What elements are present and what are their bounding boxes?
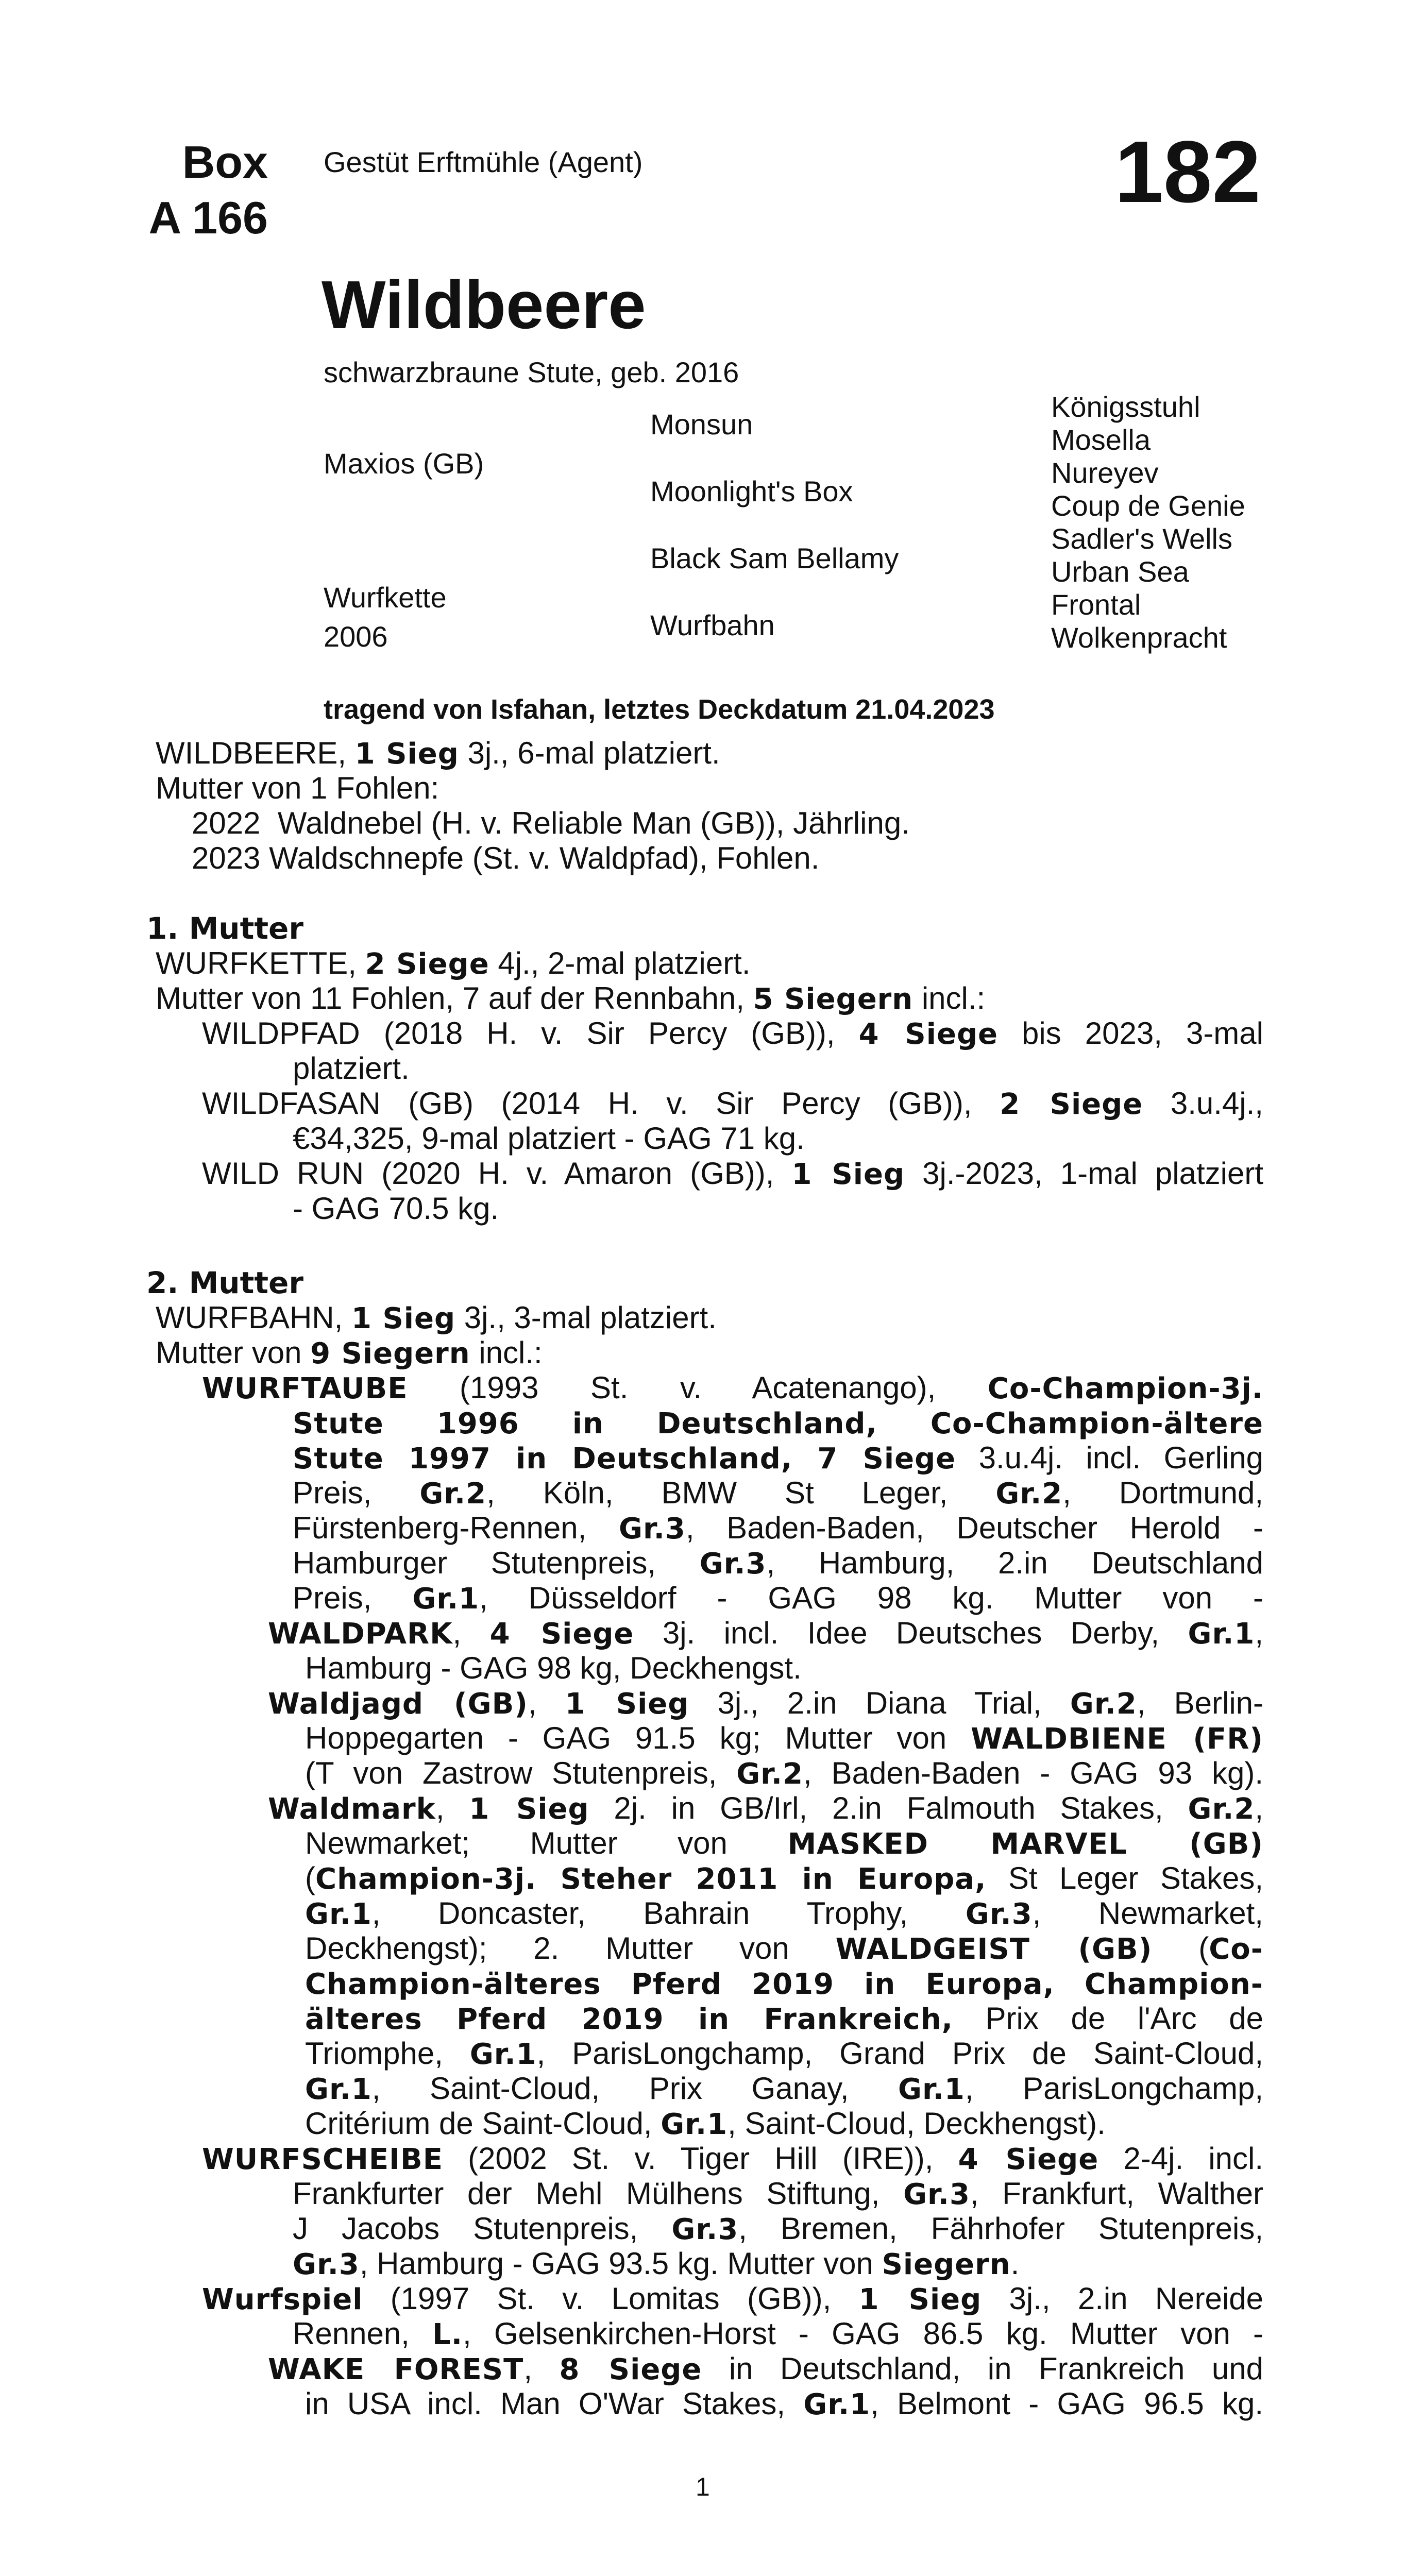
text-bold: Co- [1209,1933,1263,1966]
text: WILD RUN (2020 H. v. Amaron (GB)), [202,1156,792,1191]
wildfasan-line2: €34,325, 9-mal platziert - GAG 71 kg. [293,1121,805,1156]
text: , ParisLongchamp, Grand Prix de Saint-Cloud, [536,2036,1263,2071]
text: Deckhengst); 2. Mutter von [305,1931,836,1965]
text-bold: Gr.2 [1188,1792,1255,1826]
text: (1997 St. v. Lomitas (GB)), [363,2281,859,2316]
box-number: A 166 [148,192,268,243]
wurfspiel-line1 [202,2281,1263,2317]
text: , ParisLongchamp, [965,2071,1263,2106]
text-bold: Waldmark [268,1792,436,1826]
text: , [435,1791,469,1825]
text-bold: Waldjagd (GB) [268,1687,528,1721]
text: , Düsseldorf - GAG 98 kg. Mutter von - [479,1581,1263,1615]
dam2-name: WURFBAHN, [156,1300,351,1335]
text-bold: Gr.3 [671,2213,739,2246]
section-dam2: 2. Mutter [146,1265,303,1300]
waldpark-line2: Hamburg - GAG 98 kg, Deckhengst. [305,1651,802,1685]
text-bold: 8 Siege [559,2353,702,2386]
text: Frankfurter der Mehl Mülhens Stiftung, [293,2176,904,2211]
waldmark-line2 [305,1826,1263,1862]
text: , [452,1616,490,1650]
text: , Gelsenkirchen-Horst - GAG 86.5 kg. Mutter von - [463,2316,1263,2351]
wildpfad-line2: platziert. [293,1051,410,1086]
wildrun-line [202,1156,1263,1192]
text-bold: Gr.1 [305,1897,372,1931]
text: , Bremen, Fährhofer Stutenpreis, [738,2211,1263,2246]
self-wins: 1 Sieg [354,737,459,771]
pedigree-g3-item: Wolkenpracht [1051,621,1227,654]
pedigree-sire-sire: Monsun [650,408,753,440]
self-name: WILDBEERE, [156,736,355,770]
text-bold: Champion-älteres Pferd 2019 in Europa, Champion- [305,1968,1263,2001]
waldmark-line9 [305,2071,1263,2107]
text: 3.u.4j., [1143,1086,1263,1121]
text: , Hamburg, 2.in Deutschland [766,1546,1263,1580]
text: , [1255,1791,1263,1825]
waldmark-line1 [268,1791,1263,1827]
pedigree-g3-item: Urban Sea [1051,555,1189,588]
wurftaube-line4 [293,1476,1263,1512]
pedigree-dam: Wurfkette [324,581,447,614]
text: in Deutschland, in Frankreich und [702,2351,1263,2386]
text: Critérium de Saint-Cloud, [305,2106,661,2141]
dam1-line [156,946,751,982]
text: , [523,2351,560,2386]
text-bold: Stute 1996 in Deutschland, Co-Champion-ältere [293,1407,1263,1440]
text-bold: Stute 1997 in Deutschland, 7 Siege [293,1442,956,1476]
text-bold: WALDBIENE (FR) [971,1722,1263,1756]
foal-item: 2023 Waldschnepfe (St. v. Waldpfad), Fohlen. [192,841,820,875]
pedigree-g3 [1051,391,1245,654]
text-bold: Gr.1 [898,2073,965,2106]
text: incl.: [470,1335,543,1370]
agent-name: Gestüt Erftmühle (Agent) [324,146,643,178]
text: 2-4j. incl. [1098,2141,1263,2176]
wildrun-line2: - GAG 70.5 kg. [293,1191,499,1226]
pedigree-dam-dam: Wurfbahn [650,609,775,641]
wildpfad-line [202,1016,1263,1052]
text: Rennen, [293,2316,433,2351]
wakeforest-line1 [268,2351,1263,2387]
text: 3.u.4j. incl. Gerling [956,1440,1263,1475]
text-bold: 4 Siege [489,1617,634,1651]
text: 3j. incl. Idee Deutsches Derby, [634,1616,1188,1650]
wurftaube-line6 [293,1546,1263,1582]
text-bold: Siegern [882,2248,1011,2281]
text: . [1010,2246,1020,2281]
section-dam1: 1. Mutter [146,911,303,946]
text-bold: 1 Sieg [791,1158,905,1191]
text: Preis, [293,1476,420,1510]
text-bold: Gr.1 [803,2388,871,2421]
text-bold: WURFTAUBE [202,1372,408,1405]
text-bold: WALDGEIST (GB) [835,1933,1153,1966]
pedigree-sire: Maxios (GB) [324,447,484,480]
text-bold: Gr.1 [305,2073,372,2106]
dam2-line [156,1300,717,1336]
text: , Dortmund, [1062,1476,1263,1510]
text: , Doncaster, Bahrain Trophy, [371,1896,966,1930]
box-label: Box [182,137,268,188]
text: Hamburger Stutenpreis, [293,1546,700,1580]
wurftaube-line5 [293,1511,1263,1547]
lot-number: 182 [1114,123,1261,221]
text-bold: Gr.3 [903,2178,970,2211]
text-bold: WAKE FOREST [268,2353,524,2386]
text-bold: Gr.2 [419,1477,487,1511]
text-bold: Gr.2 [736,1757,804,1791]
wurfscheibe-line1 [202,2141,1263,2177]
text: St Leger Stakes, [986,1861,1263,1895]
text: , Köln, BMW St Leger, [486,1476,996,1510]
pedigree-g3-item: Frontal [1051,588,1141,621]
text-bold: Gr.1 [1188,1617,1255,1651]
wurftaube-line7 [293,1581,1263,1617]
covering-note: tragend von Isfahan, letztes Deckdatum 21.04.2023 [324,694,995,725]
text: Newmarket; Mutter von [305,1826,788,1860]
waldmark-line4 [305,1896,1263,1932]
wurfscheibe-line2 [293,2176,1263,2212]
text: Mutter von 11 Fohlen, 7 auf der Rennbahn, [156,981,753,1015]
text: ( [1152,1931,1209,1965]
text: , Saint-Cloud, Prix Ganay, [371,2071,899,2106]
self-mother-of: Mutter von 1 Fohlen: [156,771,439,805]
text: Mutter von [156,1335,311,1370]
text: , [528,1686,565,1720]
text: Triomphe, [305,2036,470,2071]
text: (1993 St. v. Acatenango), [408,1370,988,1405]
text: , Berlin- [1137,1686,1263,1720]
text: 3j., 2.in Diana Trial, [689,1686,1070,1720]
text: incl.: [913,981,986,1015]
text-bold: 1 Sieg [858,2283,982,2316]
text-bold: älteres Pferd 2019 in Frankreich, [305,2003,953,2036]
page-number: 1 [696,2472,710,2501]
text-bold: MASKED MARVEL (GB) [787,1827,1264,1861]
waldmark-line5 [305,1931,1263,1967]
text-bold: WURFSCHEIBE [202,2143,443,2176]
text-bold: Champion-3j. Steher 2011 in Europa, [315,1862,987,1896]
text-bold: WALDPARK [268,1617,453,1651]
text: WILDFASAN (GB) (2014 H. v. Sir Percy (GB)), [202,1086,1000,1121]
wildfasan-line [202,1086,1263,1122]
text-bold: 4 Siege [858,1018,999,1051]
text-bold: Gr.3 [699,1547,767,1581]
text: 3j.-2023, 1-mal platziert [905,1156,1263,1191]
text-bold: 1 Sieg [469,1792,589,1826]
text: , Belmont - GAG 96.5 kg. [870,2386,1263,2421]
pedigree-g3-item: Königsstuhl [1051,391,1200,423]
text-bold: Gr.1 [412,1582,480,1616]
waldmark-line7 [305,2001,1263,2037]
text-bold: Co-Champion-3j. [987,1372,1263,1405]
text: Prix de l'Arc de [953,2001,1263,2036]
pedigree-g3-item: Mosella [1051,423,1151,456]
text: , Saint-Cloud, Deckhengst). [728,2106,1106,2141]
dam1-rest: 4j., 2-mal platziert. [489,946,751,980]
text-bold: Gr.3 [293,2248,360,2281]
waldmark-line3 [305,1861,1263,1897]
dam1-mother-line [156,981,985,1017]
text-bold: 1 Sieg [565,1687,689,1721]
dam2-rest: 3j., 3-mal platziert. [455,1300,717,1335]
wurfscheibe-line3 [293,2211,1263,2247]
text: Hoppegarten - GAG 91.5 kg; Mutter von [305,1721,971,1755]
wurftaube-line2 [293,1405,1263,1442]
pedigree-g3-item: Coup de Genie [1051,489,1245,522]
text-bold: Gr.2 [1070,1687,1137,1721]
pedigree-dam-year: 2006 [324,620,388,653]
text: , Frankfurt, Walther [970,2176,1264,2211]
wurfscheibe-line4 [293,2246,1019,2282]
text-bold: Wurfspiel [202,2283,363,2316]
dam1-name: WURFKETTE, [156,946,365,980]
text: J Jacobs Stutenpreis, [293,2211,672,2246]
self-rest: 3j., 6-mal platziert. [459,736,720,770]
text-bold: 4 Siege [958,2143,1099,2176]
text: (2002 St. v. Tiger Hill (IRE)), [443,2141,958,2176]
text: , [1255,1616,1263,1650]
text: , Hamburg - GAG 93.5 kg. Mutter von [359,2246,882,2281]
pedigree-g3-item: Sadler's Wells [1051,522,1232,555]
text: , Newmarket, [1032,1896,1263,1930]
text-bold: Gr.3 [965,1897,1033,1931]
text: Preis, [293,1581,413,1615]
waldjagd-line3 [305,1756,1263,1792]
text-bold: Gr.3 [619,1512,686,1546]
text-bold: Gr.1 [661,2108,728,2141]
text-bold: L. [432,2318,463,2351]
wakeforest-line2 [305,2386,1263,2422]
pedigree-sire-dam: Moonlight's Box [650,475,853,507]
wurftaube-line1 [202,1370,1263,1406]
text-bold: 5 Siegern [753,982,914,1016]
text: ( [305,1861,315,1895]
waldmark-line8 [305,2036,1263,2072]
pedigree-g3-item: Nureyev [1051,456,1159,489]
text-bold: 2 Siege [1000,1088,1143,1121]
text: 2j. in GB/Irl, 2.in Falmouth Stakes, [589,1791,1188,1825]
text: in USA incl. Man O'War Stakes, [305,2386,804,2421]
dam1-wins: 2 Siege [365,947,489,981]
text: Fürstenberg-Rennen, [293,1511,619,1545]
wurftaube-line3 [293,1440,1263,1477]
text-bold: 9 Siegern [310,1337,470,1370]
horse-name: Wildbeere [322,267,646,343]
text: WILDPFAD (2018 H. v. Sir Percy (GB)), [202,1016,859,1050]
waldjagd-line2 [305,1721,1263,1757]
waldjagd-line1 [268,1686,1263,1722]
self-line [156,736,720,772]
text: (T von Zastrow Stutenpreis, [305,1756,737,1790]
dam2-wins: 1 Sieg [351,1302,456,1335]
text: , Baden-Baden - GAG 93 kg). [803,1756,1263,1790]
pedigree-dam-sire: Black Sam Bellamy [650,542,899,574]
text: bis 2023, 3-mal [998,1016,1263,1050]
text-bold: Gr.1 [469,2038,537,2071]
text-bold: Gr.2 [995,1477,1063,1511]
waldmark-line10 [305,2106,1106,2142]
dam2-mother-line [156,1335,543,1371]
text: 3j., 2.in Nereide [982,2281,1263,2316]
waldpark-line1 [268,1616,1263,1652]
horse-description: schwarzbraune Stute, geb. 2016 [324,356,739,388]
foal-item: 2022 Waldnebel (H. v. Reliable Man (GB)), Jährling. [192,806,910,840]
text: , Baden-Baden, Deutscher Herold - [685,1511,1263,1545]
waldmark-line6 [305,1966,1263,2002]
wurfspiel-line2 [293,2316,1263,2352]
